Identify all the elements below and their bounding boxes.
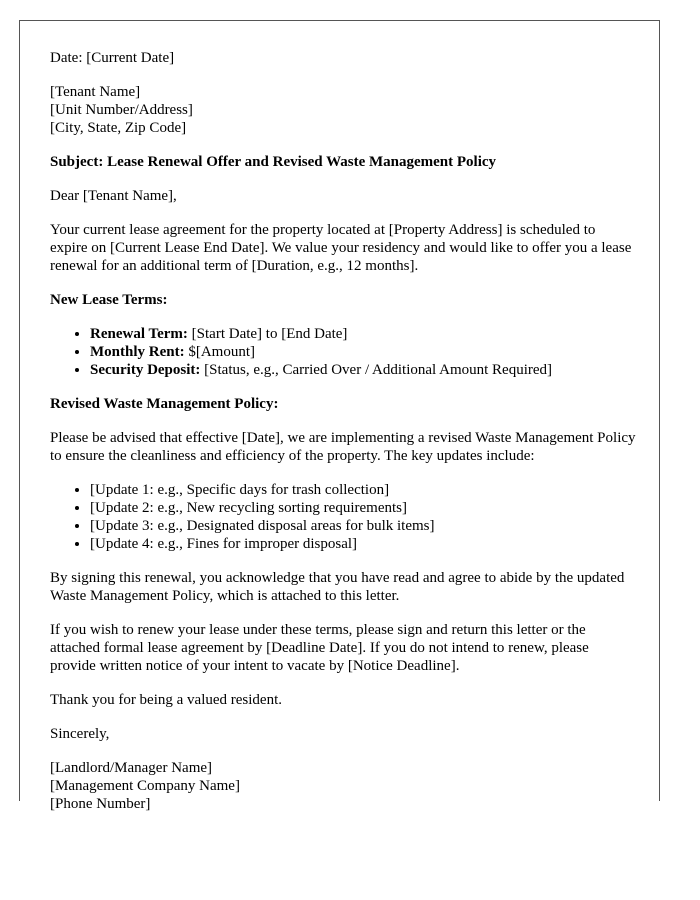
signature-phone: [Phone Number] — [50, 796, 151, 812]
recipient-address: [Unit Number/Address] — [50, 102, 193, 118]
list-item — [90, 325, 636, 343]
list-item: • [Update 1: e.g., Specific days for trash collection] — [90, 481, 636, 499]
recipient-city: [City, State, Zip Code] — [50, 120, 187, 136]
list-item — [90, 343, 636, 361]
lease-terms-list — [50, 325, 636, 379]
signature-name: [Landlord/Manager Name] — [50, 760, 213, 776]
subject-line: Subject: Lease Renewal Offer and Revised Waste Management Policy — [50, 154, 497, 170]
closing-line: Sincerely, — [50, 726, 110, 742]
salutation: Dear [Tenant Name], — [50, 188, 177, 204]
instructions-paragraph: If you wish to renew your lease under these terms, please sign and return this letter or the attached formal lease agreement by [Deadline Date]. If you do not intend to renew, please provide written notice of your intent to vacate by [Notice Deadline]. — [50, 622, 589, 674]
term-label: Monthly Rent: — [90, 344, 185, 360]
list-item: • [Update 3: e.g., Designated disposal areas for bulk items] — [90, 517, 636, 535]
term-label: Security Deposit: — [90, 362, 201, 378]
list-item: • [Update 2: e.g., New recycling sorting requirements] — [90, 499, 636, 517]
term-value: $[Amount] — [184, 344, 255, 360]
thanks-line: Thank you for being a valued resident. — [50, 692, 283, 708]
recipient-name: [Tenant Name] — [50, 84, 141, 100]
intro-paragraph: Your current lease agreement for the property located at [Property Address] is scheduled to expire on [Current Lease End Date]. We value your residency and would like to offer you a lease renewal for an additional term of [Duration, e.g., 12 months]. — [50, 222, 632, 274]
waste-policy-heading: Revised Waste Management Policy: — [50, 396, 279, 412]
term-label: Renewal Term: — [90, 326, 188, 342]
waste-policy-intro: Please be advised that effective [Date], we are implementing a revised Waste Management Policy to ensure the cleanliness and efficiency of the property. The key updates include: — [50, 430, 636, 464]
list-item: • [Update 4: e.g., Fines for improper disposal] — [90, 535, 636, 553]
lease-terms-heading: New Lease Terms: — [50, 292, 168, 308]
signature-company: [Management Company Name] — [50, 778, 240, 794]
date-line: Date: [Current Date] — [50, 50, 175, 66]
term-value: [Start Date] to [End Date] — [187, 326, 348, 342]
recipient-block — [50, 83, 636, 137]
acknowledgement-paragraph: By signing this renewal, you acknowledge that you have read and agree to abide by the updated Waste Management Policy, which is attached to this letter. — [50, 570, 625, 604]
term-value: [Status, e.g., Carried Over / Additional Amount Required] — [200, 362, 553, 378]
letter-page — [19, 20, 660, 812]
signature-block — [50, 759, 636, 813]
letter-body — [50, 49, 636, 829]
list-item — [90, 361, 636, 379]
waste-updates-list — [50, 481, 636, 553]
